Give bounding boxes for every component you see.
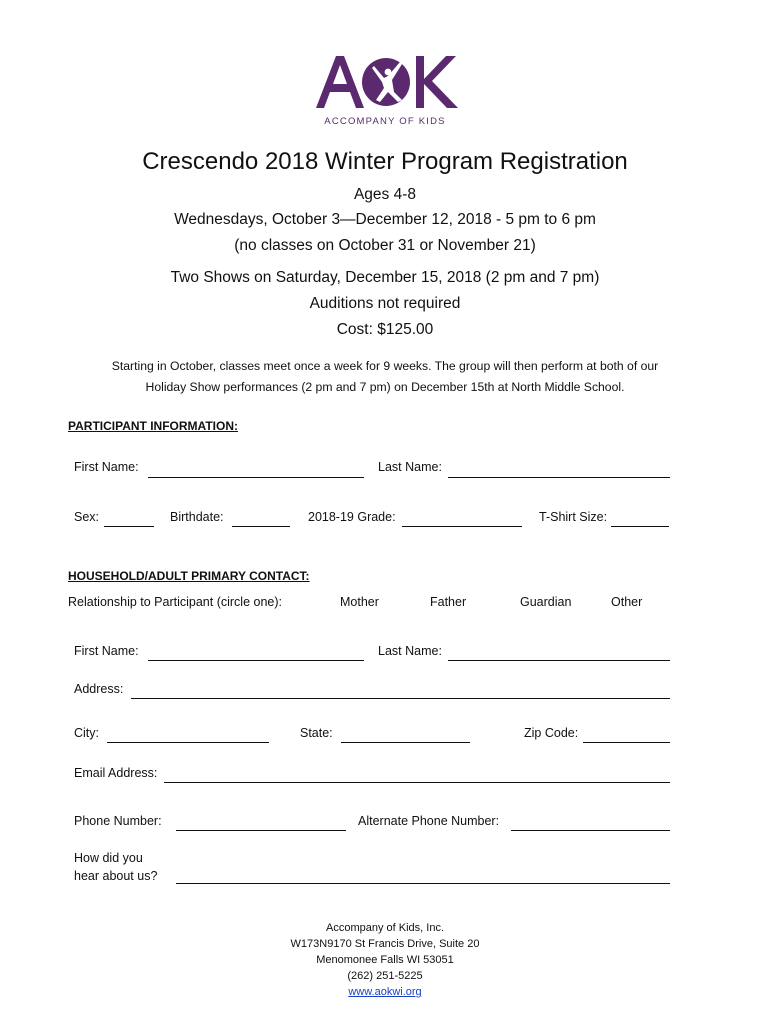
participant-grade-field[interactable] <box>402 526 522 527</box>
how-heard-label-line-2: hear about us? <box>74 869 158 883</box>
logo-tagline: ACCOMPANY OF KIDS <box>324 116 446 127</box>
how-heard-field[interactable] <box>176 883 670 884</box>
description-line-2: Holiday Show performances (2 pm and 7 pm) on December 15th at North Middle School. <box>145 380 625 394</box>
city-field[interactable] <box>107 742 269 743</box>
relationship-label: Relationship to Participant (circle one): <box>68 595 282 609</box>
contact-last-name-field[interactable] <box>448 660 670 661</box>
ages-line: Ages 4-8 <box>353 186 417 203</box>
footer-city: Menomonee Falls WI 53051 <box>316 954 454 966</box>
alt-phone-field[interactable] <box>511 830 670 831</box>
contact-first-name-field[interactable] <box>148 660 364 661</box>
address-label: Address: <box>74 682 124 696</box>
relationship-option-mother[interactable]: Mother <box>340 595 379 609</box>
participant-heading: PARTICIPANT INFORMATION: <box>68 419 238 433</box>
phone-field[interactable] <box>176 830 346 831</box>
no-classes-line: (no classes on October 31 or November 21) <box>234 237 536 254</box>
participant-sex-field[interactable] <box>104 526 154 527</box>
auditions-line: Auditions not required <box>309 295 461 312</box>
state-field[interactable] <box>341 742 470 743</box>
participant-last-name-field[interactable] <box>448 477 670 478</box>
relationship-option-guardian[interactable]: Guardian <box>520 595 572 609</box>
participant-birthdate-field[interactable] <box>232 526 290 527</box>
contact-heading: HOUSEHOLD/ADULT PRIMARY CONTACT: <box>68 569 310 583</box>
footer-website-row <box>0 986 770 998</box>
schedule-line: Wednesdays, October 3—December 12, 2018 - 5 pm to 6 pm <box>174 211 596 228</box>
city-label: City: <box>74 726 99 740</box>
footer-org: Accompany of Kids, Inc. <box>326 922 444 934</box>
page-title: Crescendo 2018 Winter Program Registration <box>142 148 628 175</box>
description-line-1: Starting in October, classes meet once a week for 9 weeks. The group will then perform at both of our <box>111 359 659 373</box>
participant-first-name-label: First Name: <box>74 460 139 474</box>
participant-first-name-field[interactable] <box>148 477 364 478</box>
phone-label: Phone Number: <box>74 814 162 828</box>
state-label: State: <box>300 726 333 740</box>
address-field[interactable] <box>131 698 670 699</box>
participant-birthdate-label: Birthdate: <box>170 510 224 524</box>
participant-last-name-label: Last Name: <box>378 460 442 474</box>
program-description <box>80 356 690 398</box>
alt-phone-label: Alternate Phone Number: <box>358 814 500 828</box>
email-label: Email Address: <box>74 766 158 780</box>
relationship-option-other[interactable]: Other <box>611 595 643 609</box>
footer-street: W173N9170 St Francis Drive, Suite 20 <box>290 938 480 950</box>
participant-grade-label: 2018-19 Grade: <box>308 510 396 524</box>
shows-line: Two Shows on Saturday, December 15, 2018 (2 pm and 7 pm) <box>170 269 600 286</box>
participant-tshirt-label: T-Shirt Size: <box>539 510 608 524</box>
cost-line: Cost: $125.00 <box>336 321 434 338</box>
aok-logo-mark <box>314 52 464 112</box>
contact-last-name-label: Last Name: <box>378 644 442 658</box>
logo <box>0 48 770 130</box>
how-heard-label-line-1: How did you <box>74 851 143 865</box>
participant-tshirt-field[interactable] <box>611 526 669 527</box>
zip-field[interactable] <box>583 742 670 743</box>
email-field[interactable] <box>164 782 670 783</box>
footer-website-link[interactable]: www.aokwi.org <box>348 986 422 998</box>
zip-label: Zip Code: <box>524 726 579 740</box>
contact-first-name-label: First Name: <box>74 644 139 658</box>
relationship-option-father[interactable]: Father <box>430 595 467 609</box>
participant-sex-label: Sex: <box>74 510 100 524</box>
footer-phone: (262) 251-5225 <box>347 970 423 982</box>
how-heard-label <box>74 849 157 885</box>
